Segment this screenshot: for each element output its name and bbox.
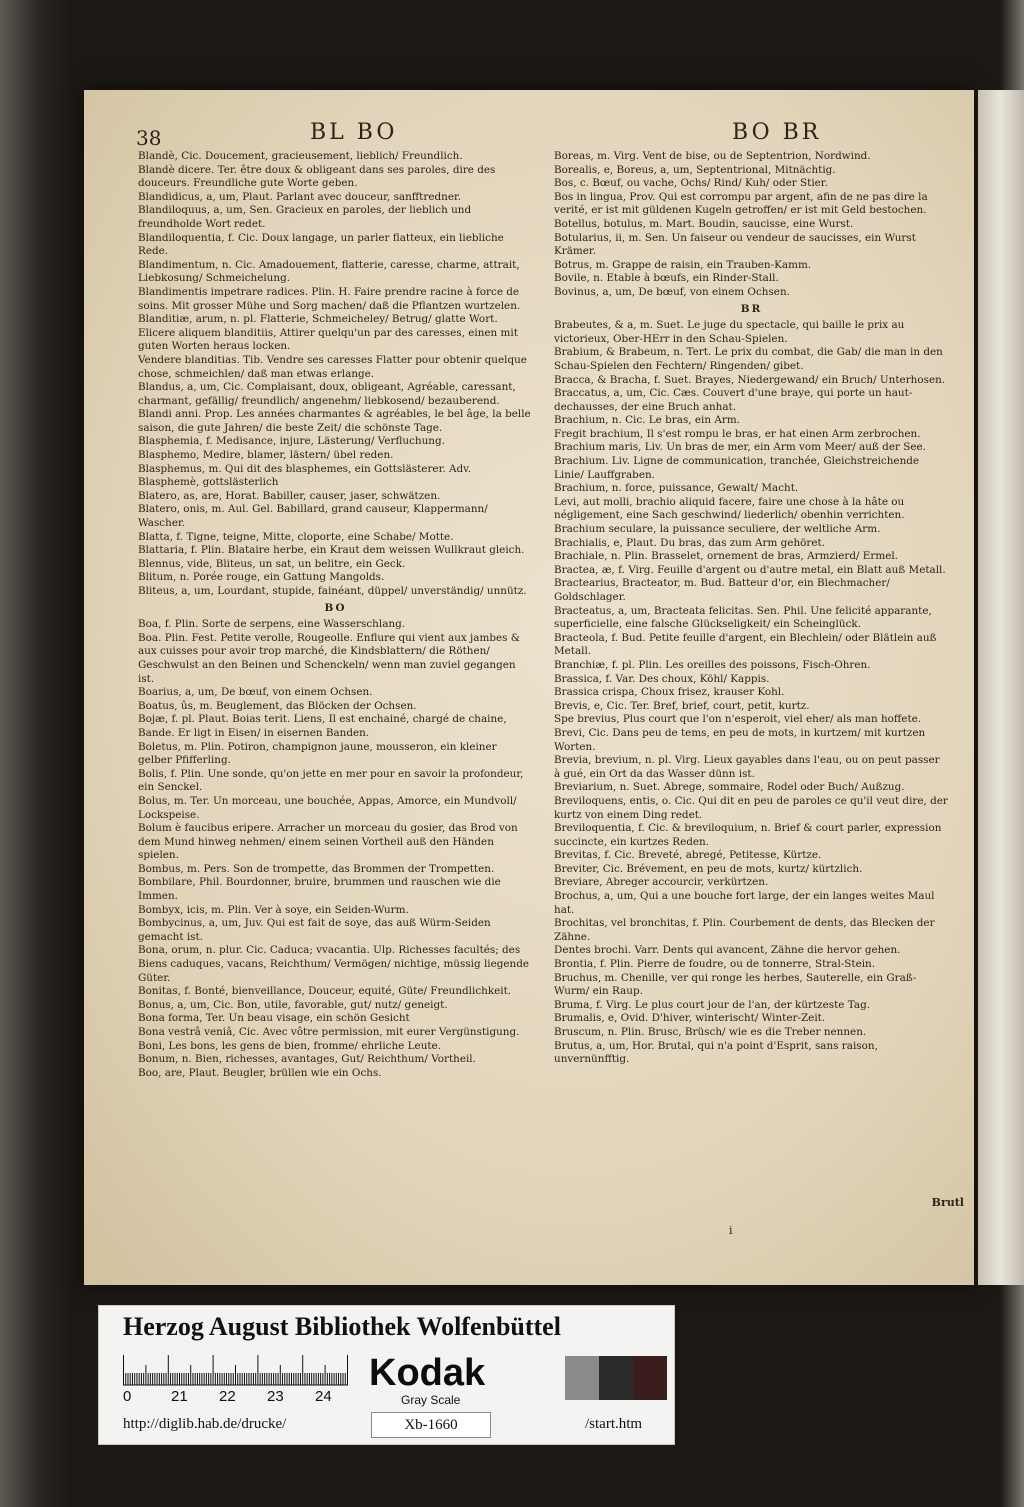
dictionary-entry: Blandimentis impetrare radices. Plin. H. Faire prendre racine à force de soins. Mit grosser Mühe und Sorg machen/ daß die Pflantzen wurtzelen. (138, 285, 521, 312)
section-heading: BO (324, 601, 347, 614)
dictionary-entry: Brochus, a, um, Qui a une bouche fort large, der ein langes weites Maul hat. (554, 890, 935, 916)
dictionary-entry: Breviloquentia, f. Cic. & breviloquium, n. Brief & court parler, expression succincte, ein kurtzes Reden. (554, 822, 942, 848)
dictionary-entry: Boa, f. Plin. Sorte de serpens, eine Wasserschlang. (138, 618, 406, 631)
ruler-label: 23 (267, 1388, 284, 1405)
library-title: Herzog August Bibliothek Wolfenbüttel (123, 1312, 561, 1341)
dictionary-entry: Brassica crispa, Choux frisez, krauser Kohl. (554, 686, 785, 699)
section-heading: BR (740, 302, 763, 315)
dictionary-entry: Brevi, Cic. Dans peu de tems, en peu de mots, in kurtzem/ mit kurtzen Worten. (554, 726, 926, 753)
dictionary-entry: Blennus, vide, Bliteus, un sat, un belitre, ein Geck. (138, 557, 406, 570)
dictionary-entry: Blatero, onis, m. Aul. Gel. Babillard, grand causeur, Klappermann/ Wascher. (138, 503, 488, 530)
dictionary-entry: Bovile, n. Etable à bœufs, ein Rinder-Stall. (554, 272, 779, 285)
dictionary-entry: Spe brevius, Plus court que l'on n'esperoit, viel eher/ als man hoffete. (554, 713, 922, 726)
dictionary-entry: Blatta, f. Tigne, teigne, Mitte, cloporte, eine Schabe/ Motte. (138, 530, 454, 543)
dictionary-entry: Botrus, m. Grappe de raisin, ein Trauben-Kamm. (554, 258, 812, 271)
dictionary-entry: Bracteola, f. Bud. Petite feuille d'argent, ein Blechlein/ oder Blätlein auß Metall. (554, 631, 937, 658)
gray-swatch (565, 1356, 599, 1400)
next-page-edge (978, 90, 1024, 1285)
dictionary-entry: Bona vestrâ veniâ, Cic. Avec vôtre permission, mit eurer Vergünstigung. (138, 1026, 520, 1038)
dictionary-entry: Bos, c. Bœuf, ou vache, Ochs/ Rind/ Kuh/ oder Stier. (554, 177, 828, 190)
gray-swatch (599, 1356, 633, 1400)
dictionary-entry: Brachium maris, Liv. Un bras de mer, ein Arm vom Meer/ auß der See. (554, 441, 926, 454)
target-card (98, 1305, 675, 1445)
dictionary-entry: Blandimentum, n. Cic. Amadouement, flatterie, caresse, charme, attrait, Liebkosung/ Schmeichelung. (138, 258, 520, 285)
dictionary-entry: Boa. Plin. Fest. Petite verolle, Rougeolle. Enflure qui vient aux jambes & aux cuisses pour avoir trop marché, die Kindsblattern/ die Röthen/ Geschwulst an den Beinen und Schenckeln/ wenn man zuviel gegangen ist. (138, 631, 521, 685)
shelfmark: Xb-1660 (371, 1412, 491, 1438)
dictionary-entry: Blandiloquus, a, um, Sen. Gracieux en paroles, der lieblich und freundholde Wort redet. (138, 204, 472, 230)
dictionary-entry: Botularius, ii, m. Sen. Un faiseur ou vendeur de saucisses, ein Wurst Krämer. (554, 231, 916, 258)
url-right: /start.htm (585, 1416, 643, 1432)
dictionary-entry: Brachium, n. force, puissance, Gewalt/ Macht. (554, 482, 799, 495)
dictionary-entry: Bonum, n. Bien, richesses, avantages, Gut/ Reichthum/ Vortheil. (138, 1053, 476, 1066)
dictionary-entry: Elicere aliquem blanditiis, Attirer quelqu'un par des caresses, einen mit guten Worten heraus locken. (138, 326, 518, 353)
dictionary-entry: Blattaria, f. Plin. Blataire herbe, ein Kraut dem weissen Wullkraut gleich. (138, 544, 525, 557)
dictionary-entry: Bombus, m. Pers. Son de trompette, das Brommen der Trompetten. (138, 862, 495, 875)
dictionary-entry: Bliteus, a, um, Lourdant, stupide, fainéant, düppel/ unverständig/ unnütz. (138, 585, 527, 597)
dictionary-entry: Brumalis, e, Ovid. D'hiver, winterischt/ Winter-Zeit. (554, 1012, 826, 1025)
dictionary-entry: Bractearius, Bracteator, m. Bud. Batteur d'or, ein Blechmacher/ Goldschlager. (554, 577, 890, 603)
dictionary-entry: Brachium seculare, la puissance seculiere, der weltliche Arm. (554, 523, 881, 536)
dictionary-entry: Bolis, f. Plin. Une sonde, qu'on jette en mer pour en savoir la profondeur, ein Senckel. (138, 767, 524, 794)
dictionary-entry: Bojæ, f. pl. Plaut. Boias terit. Liens, Il est enchainé, chargé de chaine, Bande. Er ligt in Eisen/ in eisernen Banden. (138, 713, 507, 739)
dictionary-entry: Fregit brachium, Il s'est rompu le bras, er hat einen Arm zerbrochen. (554, 427, 921, 440)
dictionary-entry: Boo, are, Plaut. Beugler, brüllen wie ein Ochs. (138, 1066, 382, 1079)
dictionary-entry: Boatus, ûs, m. Beuglement, das Blöcken der Ochsen. (138, 699, 417, 712)
dictionary-entry: Blandè dicere. Ter. être doux & obligeant dans ses paroles, dire des douceurs. Freundliche gute Worte geben. (138, 163, 496, 190)
dictionary-entry: Brontia, f. Plin. Pierre de foudre, ou de tonnerre, Stral-Stein. (554, 958, 876, 971)
dictionary-entry: Dentes brochi. Varr. Dents qui avancent, Zähne die hervor gehen. (554, 944, 901, 957)
dictionary-entry: Brabeutes, & a, m. Suet. Le juge du spectacle, qui baille le prix au victorieux, Ober-HErr in den Schau-Spielen. (554, 319, 905, 345)
gray-swatch (633, 1356, 667, 1400)
dictionary-entry: Bona forma, Ter. Un beau visage, ein schön Gesicht (138, 1012, 410, 1025)
dictionary-entry: Bolus, m. Ter. Un morceau, une bouchée, Appas, Amorce, ein Mundvoll/ Lockspeise. (138, 794, 517, 821)
dictionary-entry: Vendere blanditias. Tib. Vendre ses caresses Flatter pour obtenir quelque chose, schmeichlen/ daß man etwas erlange. (138, 353, 527, 380)
signature-mark: i (729, 1224, 733, 1237)
dictionary-entry: Brutus, a, um, Hor. Brutal, qui n'a point d'Esprit, sans raison, unvernünfftig. (554, 1039, 878, 1066)
ruler-scale (123, 1354, 348, 1386)
dictionary-entry: Bovinus, a, um, De bœuf, von einem Ochsen. (554, 285, 790, 298)
dictionary-entry: Breviare, Abreger accourcir, verkürtzen. (554, 876, 769, 889)
kodak-logo: Kodak (369, 1352, 486, 1394)
dictionary-entry: Bos in lingua, Prov. Qui est corrompu par argent, afin de ne pas dire la verité, er ist mit güldenen Kugeln getroffen/ er ist mit Geld bestochen. (554, 190, 928, 217)
dictionary-entry: Brachiale, n. Plin. Brasselet, ornement de bras, Armzierd/ Ermel. (554, 550, 898, 563)
dictionary-entry: Brochitas, vel bronchitas, f. Plin. Courbement de dents, das Blecken der Zähne. (554, 917, 935, 943)
dictionary-entry: Blandè, Cic. Doucement, gracieusement, lieblich/ Freundlich. (138, 150, 463, 162)
dictionary-entry: Botellus, botulus, m. Mart. Boudin, saucisse, eine Wurst. (554, 217, 854, 230)
dictionary-entry: Branchiæ, f. pl. Plin. Les oreilles des poissons, Fisch-Ohren. (554, 658, 871, 671)
dictionary-entry: Blatero, as, are, Horat. Babiller, causer, jaser, schwätzen. (138, 489, 441, 502)
dictionary-entry: Brevia, brevium, n. pl. Virg. Lieux gayables dans l'eau, ou on peut passer à gué, ein Ort da das Wasser dünn ist. (554, 754, 940, 780)
dictionary-entry: Blandi anni. Prop. Les années charmantes & agréables, le bel âge, la belle saison, die gute Jahren/ die beste Zeit/ die schönste Tage. (138, 408, 531, 434)
dictionary-entry: Bruchus, m. Chenille, ver qui ronge les herbes, Sauterelle, ein Graß-Wurm/ ein Raup. (554, 971, 917, 998)
dictionary-entry: Blasphemia, f. Medisance, injure, Lästerung/ Verfluchung. (138, 435, 445, 448)
dictionary-entry: Brachium, n. Cic. Le bras, ein Arm. (554, 414, 740, 427)
ruler-label: 24 (315, 1388, 332, 1405)
dictionary-entry: Bombyx, icis, m. Plin. Ver à soye, ein Seiden-Wurm. (138, 903, 409, 916)
dictionary-entry: Borealis, e, Boreus, a, um, Septentrional, Mitnächtig. (554, 163, 836, 176)
dictionary-entry: Boreas, m. Virg. Vent de bise, ou de Septentrion, Nordwind. (554, 150, 871, 162)
dictionary-entry: Bractea, æ, f. Virg. Feuille d'argent ou d'autre metal, ein Blatt auß Metall. (554, 563, 946, 576)
catchword: Brutl (931, 1196, 964, 1209)
running-head-left: BL BO (310, 120, 398, 145)
book-page (84, 90, 974, 1285)
dictionary-entry: Boni, Les bons, les gens de bien, fromme/ ehrliche Leute. (138, 1039, 442, 1052)
dictionary-entry: Brachialis, e, Plaut. Du bras, das zum Arm gehöret. (554, 536, 825, 549)
dictionary-entry: Breviloquens, entis, o. Cic. Qui dit en peu de paroles ce qu'il veut dire, der kurtz von einem Ding redet. (554, 794, 948, 821)
dictionary-entry: Braccatus, a, um, Cic. Cæs. Couvert d'une braye, qui porte un haut-dechausses, der eine Bruch anhat. (554, 387, 913, 413)
gray-scale-label: Gray Scale (401, 1393, 461, 1407)
running-head-right: BO BR (732, 120, 822, 145)
dictionary-entry: Brassica, f. Var. Des choux, Köhl/ Kappis. (554, 672, 770, 685)
dictionary-entry: Brevitas, f. Cic. Breveté, abregé, Petitesse, Kürtze. (554, 849, 822, 862)
dictionary-entry: Bombilare, Phil. Bourdonner, bruire, brummen und rauschen wie die Immen. (138, 876, 501, 903)
dictionary-entry: Breviarium, n. Suet. Abrege, sommaire, Rodel oder Buch/ Außzug. (554, 781, 905, 794)
dictionary-entry: Boletus, m. Plin. Potiron, champignon jaune, mousseron, ein kleiner gelber Pfifferling. (138, 740, 497, 767)
right-column (554, 150, 949, 1250)
dictionary-entry: Bonitas, f. Bonté, bienveillance, Douceur, equité, Güte/ Freundlichkeit. (138, 985, 512, 998)
dictionary-entry: Bracca, & Bracha, f. Suet. Brayes, Niedergewand/ ein Bruch/ Unterhosen. (554, 373, 946, 386)
dictionary-entry: Blandus, a, um, Cic. Complaisant, doux, obligeant, Agréable, caressant, charmant, gefällig/ freundlich/ angenehm/ liebkosend/ bezauberend. (138, 381, 516, 407)
dictionary-entry: Bombycinus, a, um, Juv. Qui est fait de soye, das auß Würm-Seiden gemacht ist. (138, 917, 491, 943)
ruler-label: 22 (219, 1388, 236, 1405)
dictionary-entry: Bolum è faucibus eripere. Arracher un morceau du gosier, das Brod von dem Mund hinweg nehmen/ einem seinen Vortheil auß den Händen spielen. (138, 822, 518, 862)
dictionary-entry: Bonus, a, um, Cic. Bon, utile, favorable, gut/ nutz/ geneigt. (138, 998, 448, 1011)
dictionary-entry: Blanditiæ, arum, n. pl. Flatterie, Schmeicheley/ Betrug/ glatte Wort. (138, 313, 498, 326)
url-left: http://diglib.hab.de/drucke/ (123, 1416, 287, 1432)
dictionary-entry: Boarius, a, um, De bœuf, von einem Ochsen. (138, 686, 373, 699)
dictionary-entry: Blandiloquentia, f. Cic. Doux langage, un parler flatteux, ein liebliche Rede. (138, 231, 504, 258)
dictionary-entry: Levi, aut molli, brachio aliquid facere, faire une chose à la hâte ou négligement, eine Sach geschwind/ liederlich/ obenhin verrichten. (554, 495, 905, 522)
dictionary-entry: Blasphemus, m. Qui dit des blasphemes, ein Gottslästerer. Adv. Blasphemè, gottslästerlich (138, 462, 472, 489)
dictionary-entry: Bruscum, n. Plin. Brusc, Brüsch/ wie es die Treber nennen. (554, 1026, 867, 1038)
dictionary-entry: Brevis, e, Cic. Ter. Bref, brief, court, petit, kurtz. (554, 699, 810, 712)
dictionary-entry: Breviter, Cic. Brévement, en peu de mots, kurtz/ kürtzlich. (554, 862, 863, 875)
page-number: 38 (136, 126, 162, 150)
left-column (138, 150, 533, 1250)
dictionary-entry: Blasphemo, Medire, blamer, lästern/ übel reden. (138, 449, 394, 462)
dictionary-entry: Bruma, f. Virg. Le plus court jour de l'an, der kürtzeste Tag. (554, 998, 871, 1011)
dictionary-entry: Brabium, & Brabeum, n. Tert. Le prix du combat, die Gab/ die man in den Schau-Spielen den Fechtern/ Ringenden/ gibet. (554, 346, 943, 372)
dictionary-entry: Blitum, n. Porée rouge, ein Gattung Mangolds. (138, 571, 385, 584)
ruler-label: 21 (171, 1388, 188, 1405)
dictionary-entry: Brachium. Liv. Ligne de communication, tranchée, Gleichstreichende Linie/ Lauffgraben. (554, 455, 920, 481)
dictionary-entry: Bracteatus, a, um, Bracteata felicitas. Sen. Phil. Une felicité apparante, superficielle, eine falsche Glückseligkeit/ ein Scheinglück. (554, 604, 932, 631)
dictionary-entry: Bona, orum, n. plur. Cic. Caduca; vvacantia. Ulp. Richesses facultés; des Biens caduques, vacans, Reichthum/ Vermögen/ nichtige, müssig liegende Güter. (138, 944, 530, 984)
dictionary-entry: Blandidicus, a, um, Plaut. Parlant avec douceur, sanfftredner. (138, 190, 462, 203)
ruler-label: 0 (123, 1388, 132, 1405)
